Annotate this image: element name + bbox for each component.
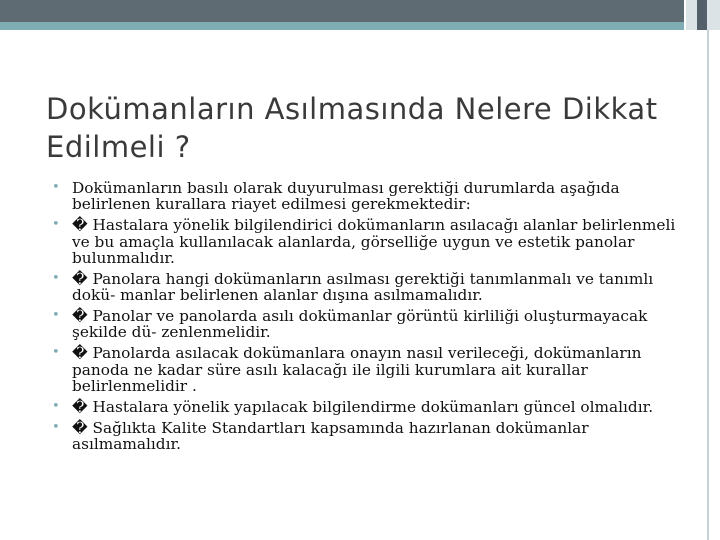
bullet-icon: • [52,419,60,435]
slide-title: Dokümanların Asılmasında Nelere Dikkat Edilmeli ? [46,92,658,164]
list-item [52,180,692,213]
list-item [52,271,692,304]
bullet-text: � Sağlıkta Kalite Standartları kapsamında hazırlanan dokümanlar asılmamalıdır. [72,418,589,454]
list-item [52,308,692,341]
bullet-text: � Hastalara yönelik bilgilendirici dokümanların asılacağı alanlar belirlenmeli ve bu amaçla kullanılacak alanlarda, görselliğe uygun ve estetik panolar bulunmalıdır. [72,216,676,268]
header-corner-stripe [697,0,707,30]
bullet-icon: • [52,217,60,233]
bullet-text: � Panolar ve panolarda asılı dokümanlar görüntü kirliliği oluşturmayacak şekilde dü- zenlenmelidir. [72,307,648,342]
list-item [52,217,692,266]
header-accent-stripe [0,22,684,30]
bullet-text: � Panolara hangi dokümanların asılması gerektiği tanımlanmalı ve tanımlı dokü- manlar belirlenen alanlar dışına asılmamalıdır. [72,269,654,305]
bullet-text: Dokümanların basılı olarak duyurulması gerektiği durumlarda aşağıda belirlenen kurallara riayet edilmesi gerekmektedir: [72,179,620,214]
right-border-line [707,30,709,540]
bullet-icon: • [52,270,60,286]
list-item [52,420,692,453]
bullet-icon: • [52,345,60,361]
bullet-icon: • [52,308,60,324]
bullet-list [52,180,692,457]
bullet-icon: • [52,180,60,195]
list-item [52,399,692,415]
header-decoration [0,0,720,30]
bullet-icon: • [52,398,60,414]
bullet-text: � Panolarda asılacak dokümanlara onayın nasıl verileceği, dokümanların panoda ne kadar süre asılı kalacağı ile ilgili kurumlara ait kurallar belirlenmelidir . [72,344,642,396]
bullet-text: � Hastalara yönelik yapılacak bilgilendirme dokümanları güncel olmalıdır. [72,397,654,416]
list-item [52,345,692,394]
